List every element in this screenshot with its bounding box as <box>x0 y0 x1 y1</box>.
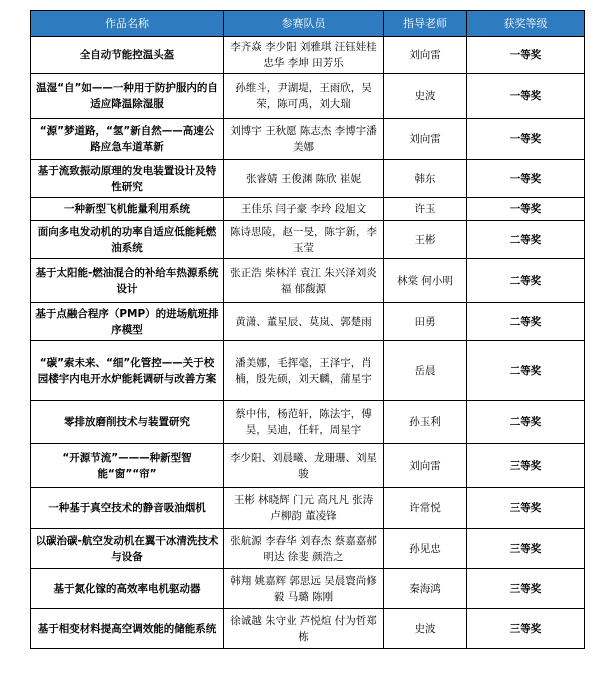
advisor-cell: 许常悦 <box>384 488 467 529</box>
advisor-cell: 岳晨 <box>384 341 467 401</box>
table-header <box>31 11 585 37</box>
table-row <box>31 198 585 221</box>
award-level-cell: 一等奖 <box>467 74 585 119</box>
header-advisor: 指导老师 <box>384 11 467 37</box>
award-level-cell: 一等奖 <box>467 160 585 198</box>
advisor-cell: 王彬 <box>384 221 467 259</box>
advisor-cell: 韩东 <box>384 160 467 198</box>
team-members-cell: 韩翔 姚嘉辉 郭思远 吴晨寰尚修毅 马璐 陈刚 <box>224 569 384 609</box>
project-name-cell: 温湿“自”如——一种用于防护服内的自适应降温除湿服 <box>31 74 224 119</box>
header-project-name: 作品名称 <box>31 11 224 37</box>
table-row <box>31 401 585 444</box>
team-members-cell: 孙维斗，尹湖堤，王雨欣，吴荣，陈可禹，刘大瑞 <box>224 74 384 119</box>
team-members-cell: 张航源 李春华 刘春杰 蔡嘉嘉郝明达 徐斐 颜浩之 <box>224 529 384 569</box>
team-members-cell: 潘美娜，毛挥毫，王泽宇，肖楠，殷先硕，刘天麟，蒲星宇 <box>224 341 384 401</box>
table-row <box>31 569 585 609</box>
award-level-cell: 二等奖 <box>467 221 585 259</box>
project-name-cell: 全自动节能控温头盔 <box>31 37 224 74</box>
table-row <box>31 74 585 119</box>
advisor-cell: 刘向雷 <box>384 444 467 488</box>
header-team-members: 参赛队员 <box>224 11 384 37</box>
team-members-cell: 张正浩 柴林洋 袁江 朱兴泽刘炎福 郁馥源 <box>224 259 384 303</box>
team-members-cell: 刘博宇 王秋愿 陈志杰 李博宇潘美娜 <box>224 119 384 160</box>
team-members-cell: 徐诚越 朱守业 芦悦煊 付为哲郑栋 <box>224 609 384 649</box>
advisor-cell: 刘向雷 <box>384 119 467 160</box>
advisor-cell: 孙见忠 <box>384 529 467 569</box>
awards-table <box>30 10 585 649</box>
project-name-cell: 面向多电发动机的功率自适应低能耗燃油系统 <box>31 221 224 259</box>
project-name-cell: “源”梦道路，“氢”新自然——高速公路应急车道革新 <box>31 119 224 160</box>
team-members-cell: 黄潇、董星辰、莫岚、郭楚雨 <box>224 303 384 341</box>
team-members-cell: 张睿婧 王俊渊 陈欣 崔妮 <box>224 160 384 198</box>
team-members-cell: 陈诗思陵，赵一旻，陈宇新，李玉莹 <box>224 221 384 259</box>
table-row <box>31 488 585 529</box>
project-name-cell: 一种基于真空技术的静音吸油烟机 <box>31 488 224 529</box>
table-row <box>31 444 585 488</box>
team-members-cell: 王佳乐 闫子豪 李玲 段旭文 <box>224 198 384 221</box>
award-level-cell: 三等奖 <box>467 569 585 609</box>
team-members-cell: 李少阳、刘晨曦、龙珊珊、刘星骏 <box>224 444 384 488</box>
advisor-cell: 史波 <box>384 609 467 649</box>
advisor-cell: 许玉 <box>384 198 467 221</box>
header-row <box>31 11 585 37</box>
project-name-cell: 一种新型飞机能量利用系统 <box>31 198 224 221</box>
award-level-cell: 三等奖 <box>467 488 585 529</box>
project-name-cell: 基于相变材料提高空调效能的储能系统 <box>31 609 224 649</box>
team-members-cell: 蔡中伟，杨范轩，陈法宇，傅昊，吴迪，任轩，周星宇 <box>224 401 384 444</box>
table-row <box>31 609 585 649</box>
award-level-cell: 二等奖 <box>467 341 585 401</box>
award-level-cell: 一等奖 <box>467 119 585 160</box>
header-award-level: 获奖等级 <box>467 11 585 37</box>
advisor-cell: 孙玉利 <box>384 401 467 444</box>
advisor-cell: 史波 <box>384 74 467 119</box>
award-level-cell: 三等奖 <box>467 609 585 649</box>
award-level-cell: 二等奖 <box>467 303 585 341</box>
table-row <box>31 221 585 259</box>
project-name-cell: 以碳治碳-航空发动机在翼干冰清洗技术与设备 <box>31 529 224 569</box>
advisor-cell: 刘向雷 <box>384 37 467 74</box>
award-level-cell: 一等奖 <box>467 198 585 221</box>
project-name-cell: 基于点融合程序（PMP）的进场航班排序模型 <box>31 303 224 341</box>
table-row <box>31 341 585 401</box>
award-level-cell: 一等奖 <box>467 37 585 74</box>
table-row <box>31 529 585 569</box>
team-members-cell: 王彬 林晓辉 门元 高凡凡 张涛 卢柳韵 董凌锋 <box>224 488 384 529</box>
team-members-cell: 李齐焱 李少阳 刘雅琪 汪钰娃桂忠华 李坤 田芳乐 <box>224 37 384 74</box>
table-row <box>31 160 585 198</box>
table-body <box>31 37 585 649</box>
table-row <box>31 259 585 303</box>
advisor-cell: 林棠 何小明 <box>384 259 467 303</box>
advisor-cell: 秦海鸿 <box>384 569 467 609</box>
table-row <box>31 303 585 341</box>
award-level-cell: 二等奖 <box>467 401 585 444</box>
project-name-cell: “开源节流”———种新型智能“窗”“帘” <box>31 444 224 488</box>
award-level-cell: 三等奖 <box>467 444 585 488</box>
award-level-cell: 三等奖 <box>467 529 585 569</box>
table-row <box>31 37 585 74</box>
project-name-cell: 基于流致振动原理的发电装置设计及特性研究 <box>31 160 224 198</box>
project-name-cell: 基于太阳能-燃油混合的补给车热源系统设计 <box>31 259 224 303</box>
award-level-cell: 二等奖 <box>467 259 585 303</box>
advisor-cell: 田勇 <box>384 303 467 341</box>
project-name-cell: “碳”索未来、“细”化管控——关于校园楼宇内电开水炉能耗调研与改善方案 <box>31 341 224 401</box>
project-name-cell: 基于氮化镓的高效率电机驱动器 <box>31 569 224 609</box>
table-row <box>31 119 585 160</box>
project-name-cell: 零排放磨削技术与装置研究 <box>31 401 224 444</box>
